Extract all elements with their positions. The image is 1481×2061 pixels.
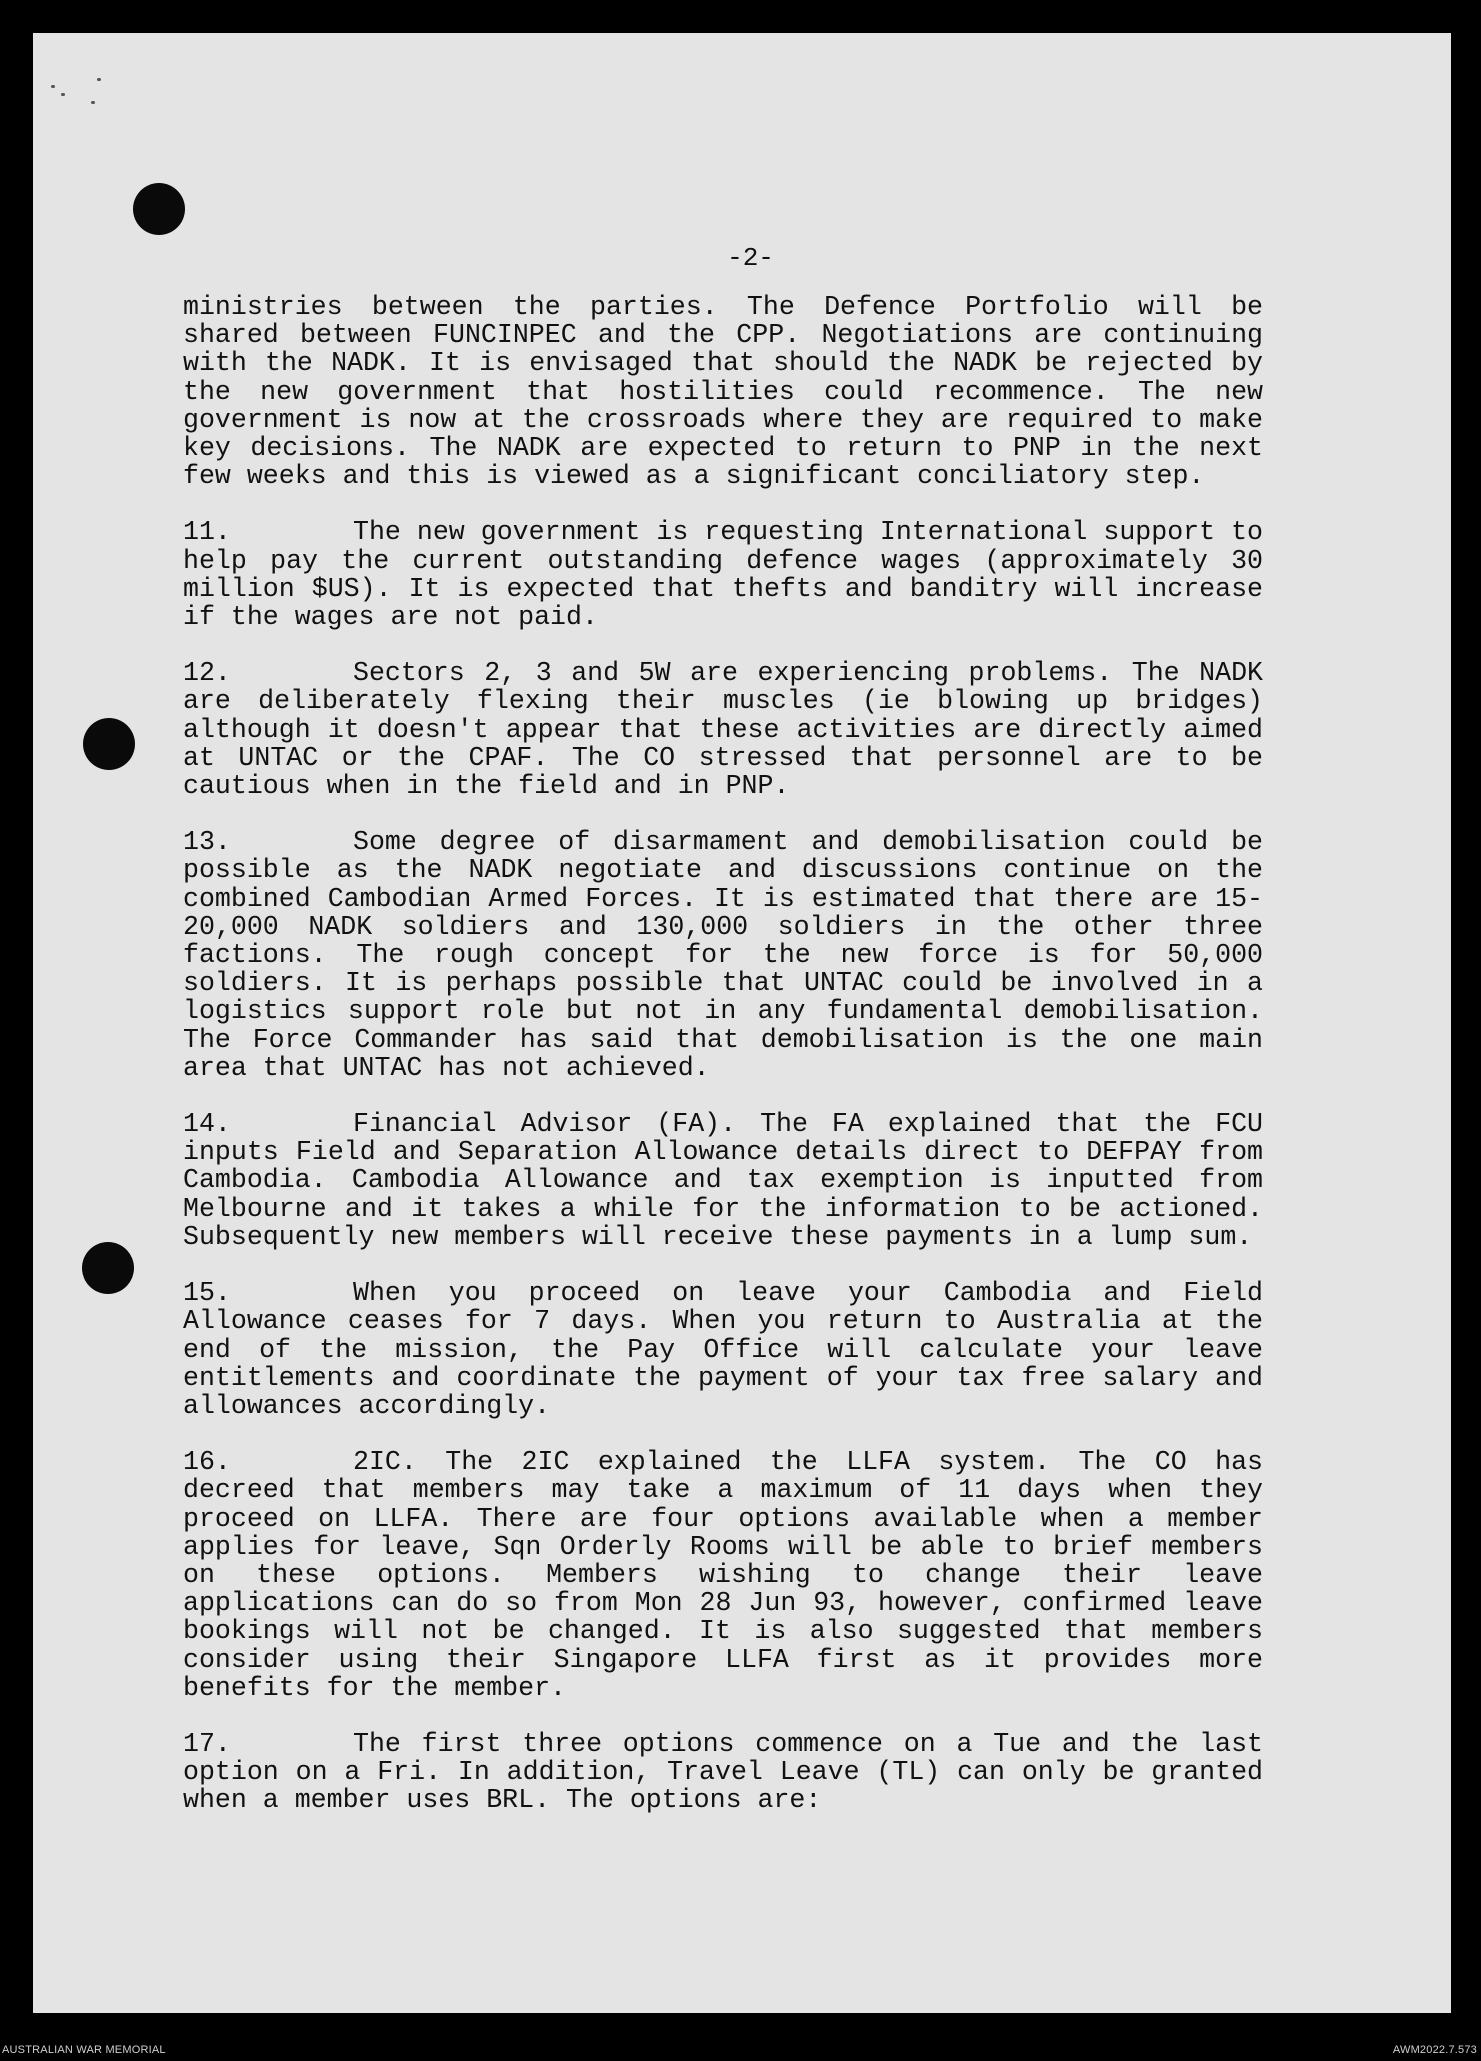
paragraph-number: 17. (183, 1728, 231, 1759)
scan-speck (91, 101, 95, 104)
scan-speck (97, 78, 101, 81)
scan-speck (51, 85, 55, 88)
punch-hole-top (133, 183, 185, 235)
page-number: -2- (727, 243, 774, 273)
paragraph-15 (183, 1279, 1263, 1420)
paragraph-number: 15. (183, 1278, 231, 1309)
paragraph-text: When you proceed on leave your Cambodia and Field Allowance ceases for 7 days. When you return to Australia at the end of the mission, the Pay Office will calculate your leave entitlements and coordinate the payment of your tax free salary and allowances accordingly. (183, 1278, 1263, 1421)
footer-accession-number: AWM2022.7.573 (1392, 2044, 1477, 2056)
paragraph-14 (183, 1110, 1263, 1251)
footer-credit: AUSTRALIAN WAR MEMORIAL (2, 2044, 166, 2056)
paragraph-number: 11. (183, 517, 231, 548)
paragraph-text: Financial Advisor (FA). The FA explained that the FCU inputs Field and Separation Allowance details direct to DEFPAY from Cambodia. Cambodia Allowance and tax exemption is inputted from Melbourne and it takes a while for the information to be actioned. Subsequently new members will receive these payments in a lump sum. (183, 1109, 1263, 1252)
paragraph-number: 16. (183, 1447, 231, 1478)
punch-hole-bottom (82, 1242, 134, 1294)
scan-speck (61, 93, 65, 96)
paragraph-16 (183, 1448, 1263, 1702)
paragraph-number: 14. (183, 1109, 231, 1140)
paragraph-text: Sectors 2, 3 and 5W are experiencing problems. The NADK are deliberately flexing their muscles (ie blowing up bridges) although it doesn't appear that these activities are directly aimed at UNTAC or the CPAF. The CO stressed that personnel are to be cautious when in the field and in PNP. (183, 658, 1263, 802)
document-body (183, 293, 1263, 1843)
paragraph-number: 12. (183, 658, 231, 689)
paragraph-text: The first three options commence on a Tue and the last option on a Fri. In addition, Travel Leave (TL) can only be granted when a member uses BRL. The options are: (183, 1728, 1263, 1816)
document-page (33, 33, 1451, 2013)
intro-paragraph: ministries between the parties. The Defence Portfolio will be shared between FUNCINPEC and the CPP. Negotiations are continuing with the NADK. It is envisaged that should the NADK be rejected by the new government that hostilities could recommence. The new government is now at the crossroads where they are required to make key decisions. The NADK are expected to return to PNP in the next few weeks and this is viewed as a significant conciliatory step. (183, 292, 1263, 492)
paragraph-13 (183, 828, 1263, 1082)
paragraph-text: 2IC. The 2IC explained the LLFA system. The CO has decreed that members may take a maximum of 11 days when they proceed on LLFA. There are four options available when a member applies for leave, Sqn Orderly Rooms will be able to brief members on these options. Members wishing to change their leave applications can do so from Mon 28 Jun 93, however, confirmed leave bookings will not be changed. It is also suggested that members consider using their Singapore LLFA first as it provides more benefits for the member. (183, 1447, 1263, 1703)
paragraph-12 (183, 659, 1263, 800)
paragraph-number: 13. (183, 827, 231, 858)
paragraph-text: Some degree of disarmament and demobilisation could be possible as the NADK negotiate and discussions continue on the combined Cambodian Armed Forces. It is estimated that there are 15-20,000 NADK soldiers and 130,000 soldiers in the other three factions. The rough concept for the new force is for 50,000 soldiers. It is perhaps possible that UNTAC could be involved in a logistics support role but not in any fundamental demobilisation. The Force Commander has said that demobilisation is the one main area that UNTAC has not achieved. (183, 827, 1263, 1083)
paragraph-text: The new government is requesting International support to help pay the current outstanding defence wages (approximately 30 million $US). It is expected that thefts and banditry will increase if the wages are not paid. (183, 517, 1263, 633)
punch-hole-middle (83, 718, 135, 770)
paragraph-11 (183, 518, 1263, 631)
paragraph-17 (183, 1730, 1263, 1815)
